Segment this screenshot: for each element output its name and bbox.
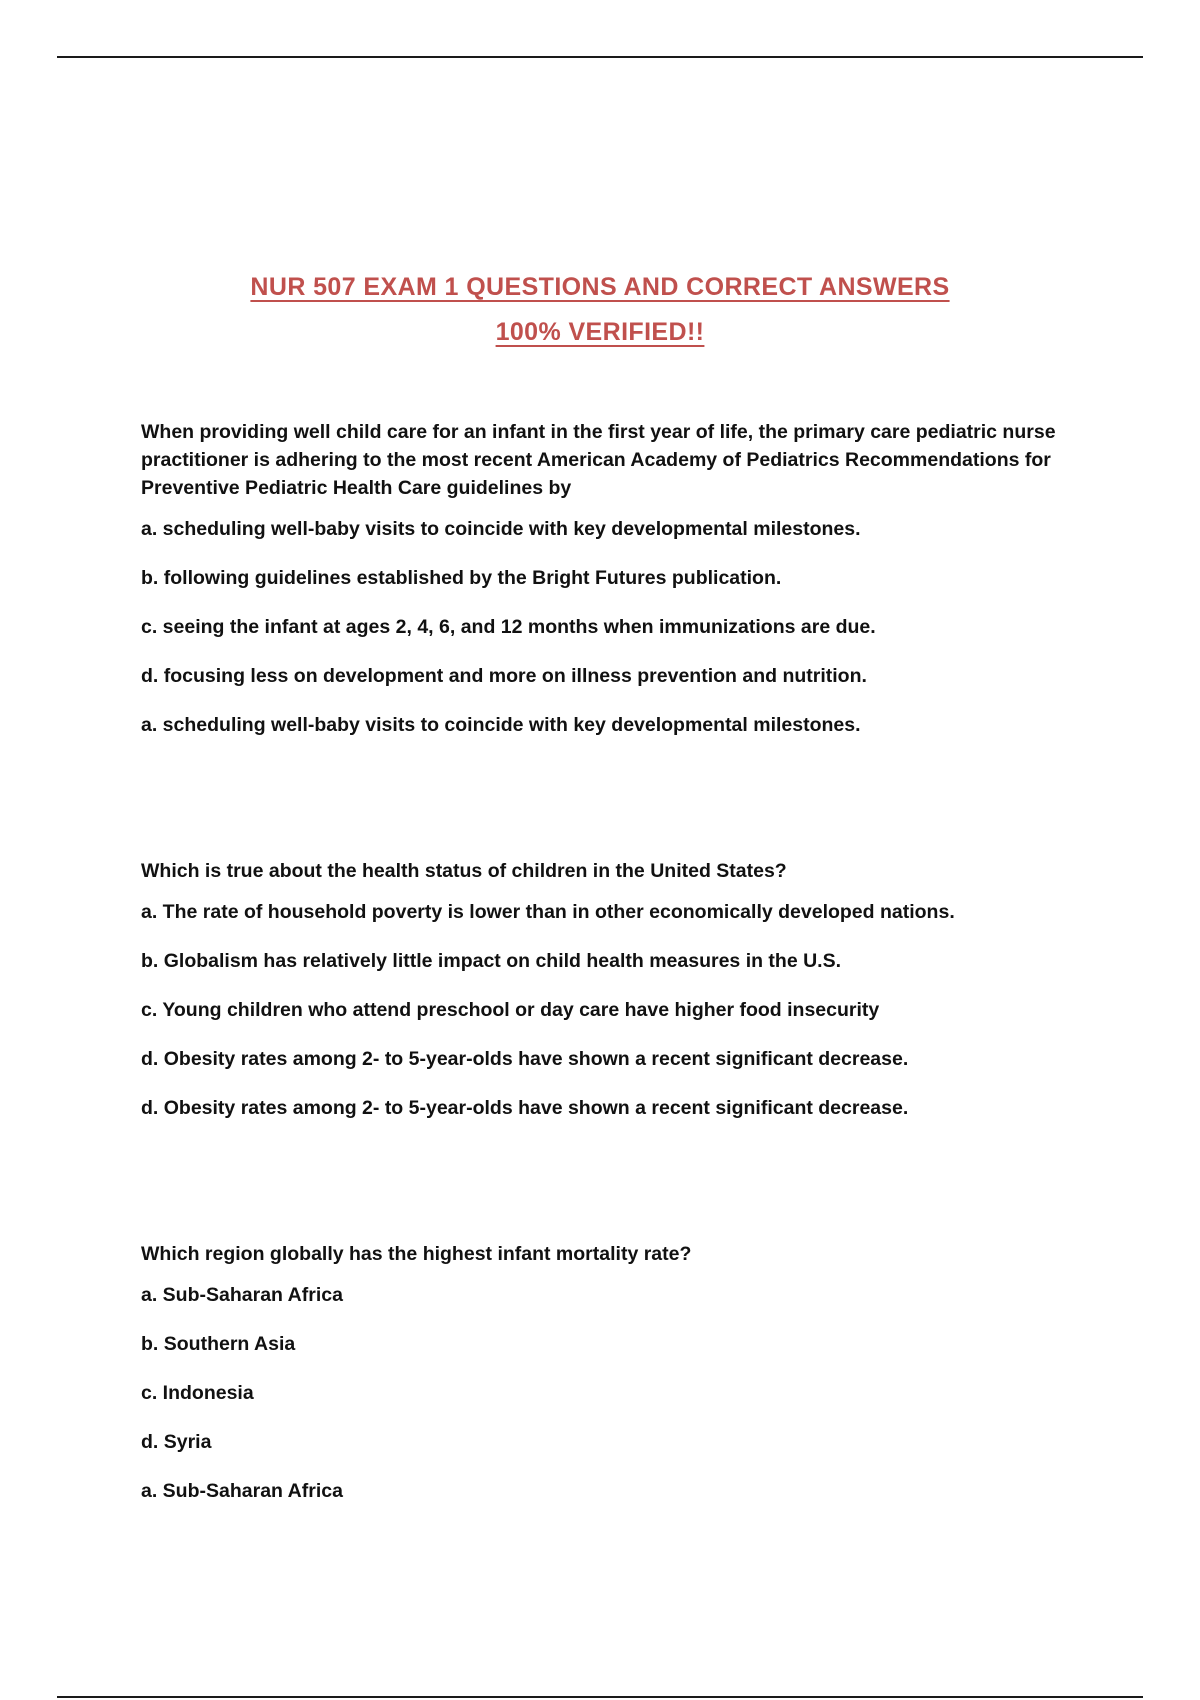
question-2-option-c: c. Young children who attend preschool or day care have higher food insecurity <box>141 999 880 1021</box>
question-3-option-a: a. Sub-Saharan Africa <box>141 1284 343 1306</box>
question-3-option-b: b. Southern Asia <box>141 1333 296 1355</box>
question-2-stem: Which is true about the health status of children in the United States? <box>141 860 787 882</box>
bottom-rule <box>57 1696 1143 1698</box>
question-2-answer: d. Obesity rates among 2- to 5-year-olds have shown a recent significant decrease. <box>141 1097 909 1119</box>
question-2-option-a: a. The rate of household poverty is lower than in other economically developed nations. <box>141 901 955 923</box>
question-1-option-d: d. focusing less on development and more on illness prevention and nutrition. <box>141 665 867 687</box>
question-1-option-a: a. scheduling well-baby visits to coincide with key developmental milestones. <box>141 518 861 540</box>
question-3-answer: a. Sub-Saharan Africa <box>141 1480 343 1502</box>
question-3-option-d: d. Syria <box>141 1431 212 1453</box>
question-3-stem: Which region globally has the highest infant mortality rate? <box>141 1243 692 1265</box>
question-1-option-b: b. following guidelines established by the Bright Futures publication. <box>141 567 782 589</box>
question-2-option-d: d. Obesity rates among 2- to 5-year-olds have shown a recent significant decrease. <box>141 1048 909 1070</box>
question-1-option-c: c. seeing the infant at ages 2, 4, 6, and 12 months when immunizations are due. <box>141 616 876 638</box>
document-title <box>0 265 1200 355</box>
question-list <box>141 418 1071 1505</box>
question-1-stem: When providing well child care for an infant in the first year of life, the primary care pediatric nurse practitioner is adhering to the most recent American Academy of Pediatrics Recommendations for Preventive Pediatric Health Care guidelines by <box>141 421 1056 499</box>
question-2-option-b: b. Globalism has relatively little impact on child health measures in the U.S. <box>141 950 842 972</box>
top-rule <box>57 56 1143 58</box>
question-1-answer: a. scheduling well-baby visits to coincide with key developmental milestones. <box>141 714 861 736</box>
question-3 <box>141 1240 1071 1505</box>
question-1 <box>141 418 1071 739</box>
title-line-1: NUR 507 EXAM 1 QUESTIONS AND CORRECT ANSWERS <box>250 273 950 301</box>
question-3-option-c: c. Indonesia <box>141 1382 254 1404</box>
title-line-2: 100% VERIFIED!! <box>495 318 705 346</box>
question-2 <box>141 857 1071 1122</box>
